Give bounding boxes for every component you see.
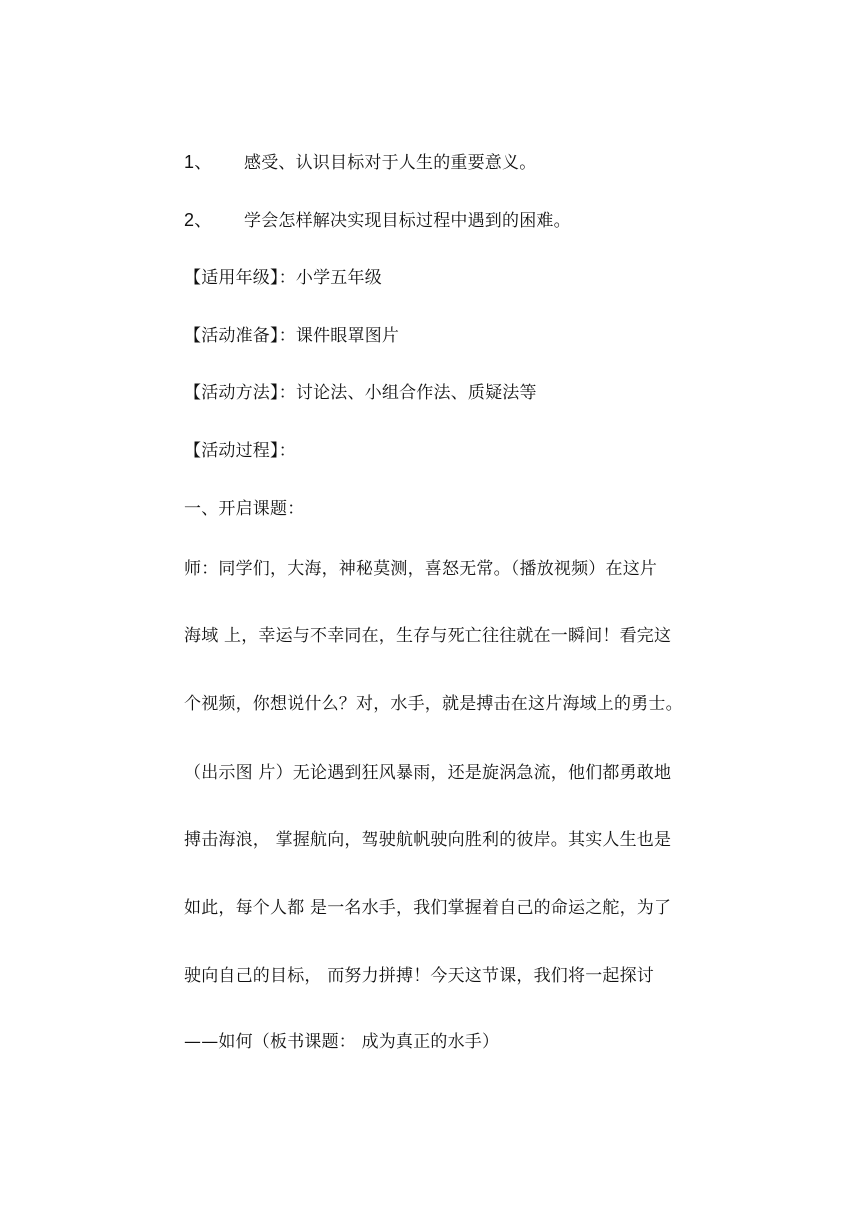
paragraph-line: 个视频，你想说什么？对，水手，就是搏击在这片海域上的勇士。 — [184, 694, 683, 714]
paragraph-line: 师：同学们，大海，神秘莫测，喜怒无常。（播放视频）在这片 — [184, 559, 658, 579]
paragraph-line: 搏击海浪， 掌握航向，驾驶航帆驶向胜利的彼岸。其实人生也是 — [184, 830, 672, 850]
paragraph-line: 如此，每个人都 是一名水手，我们掌握着自己的命运之舵，为了 — [184, 898, 672, 918]
paragraph-line: 海域 上，幸运与不幸同在，生存与死亡往往就在一瞬间！看完这 — [184, 626, 672, 646]
goal-text: 学会怎样解决实现目标过程中遇到的困难。 — [244, 211, 571, 231]
preparation-line: 【活动准备】：课件眼罩图片 — [184, 326, 400, 346]
section-heading: 一、开启课题： — [184, 499, 305, 519]
paragraph-line: ——如何（板书课题： 成为真正的水手） — [184, 1032, 500, 1052]
grade-line: 【适用年级】：小学五年级 — [184, 268, 382, 288]
goal-number: 1、 — [184, 152, 213, 172]
method-line: 【活动方法】：讨论法、小组合作法、质疑法等 — [184, 383, 537, 403]
paragraph-line: （出示图 片）无论遇到狂风暴雨，还是旋涡急流，他们都勇敢地 — [184, 763, 672, 783]
goal-item-1 — [184, 150, 536, 175]
paragraph-line: 驶向自己的目标， 而努力拼搏！今天这节课，我们将一起探讨 — [184, 966, 655, 986]
goal-item-2 — [184, 208, 571, 233]
goal-text: 感受、认识目标对于人生的重要意义。 — [244, 153, 537, 173]
goal-number: 2、 — [184, 210, 213, 230]
process-line: 【活动过程】： — [184, 441, 296, 461]
